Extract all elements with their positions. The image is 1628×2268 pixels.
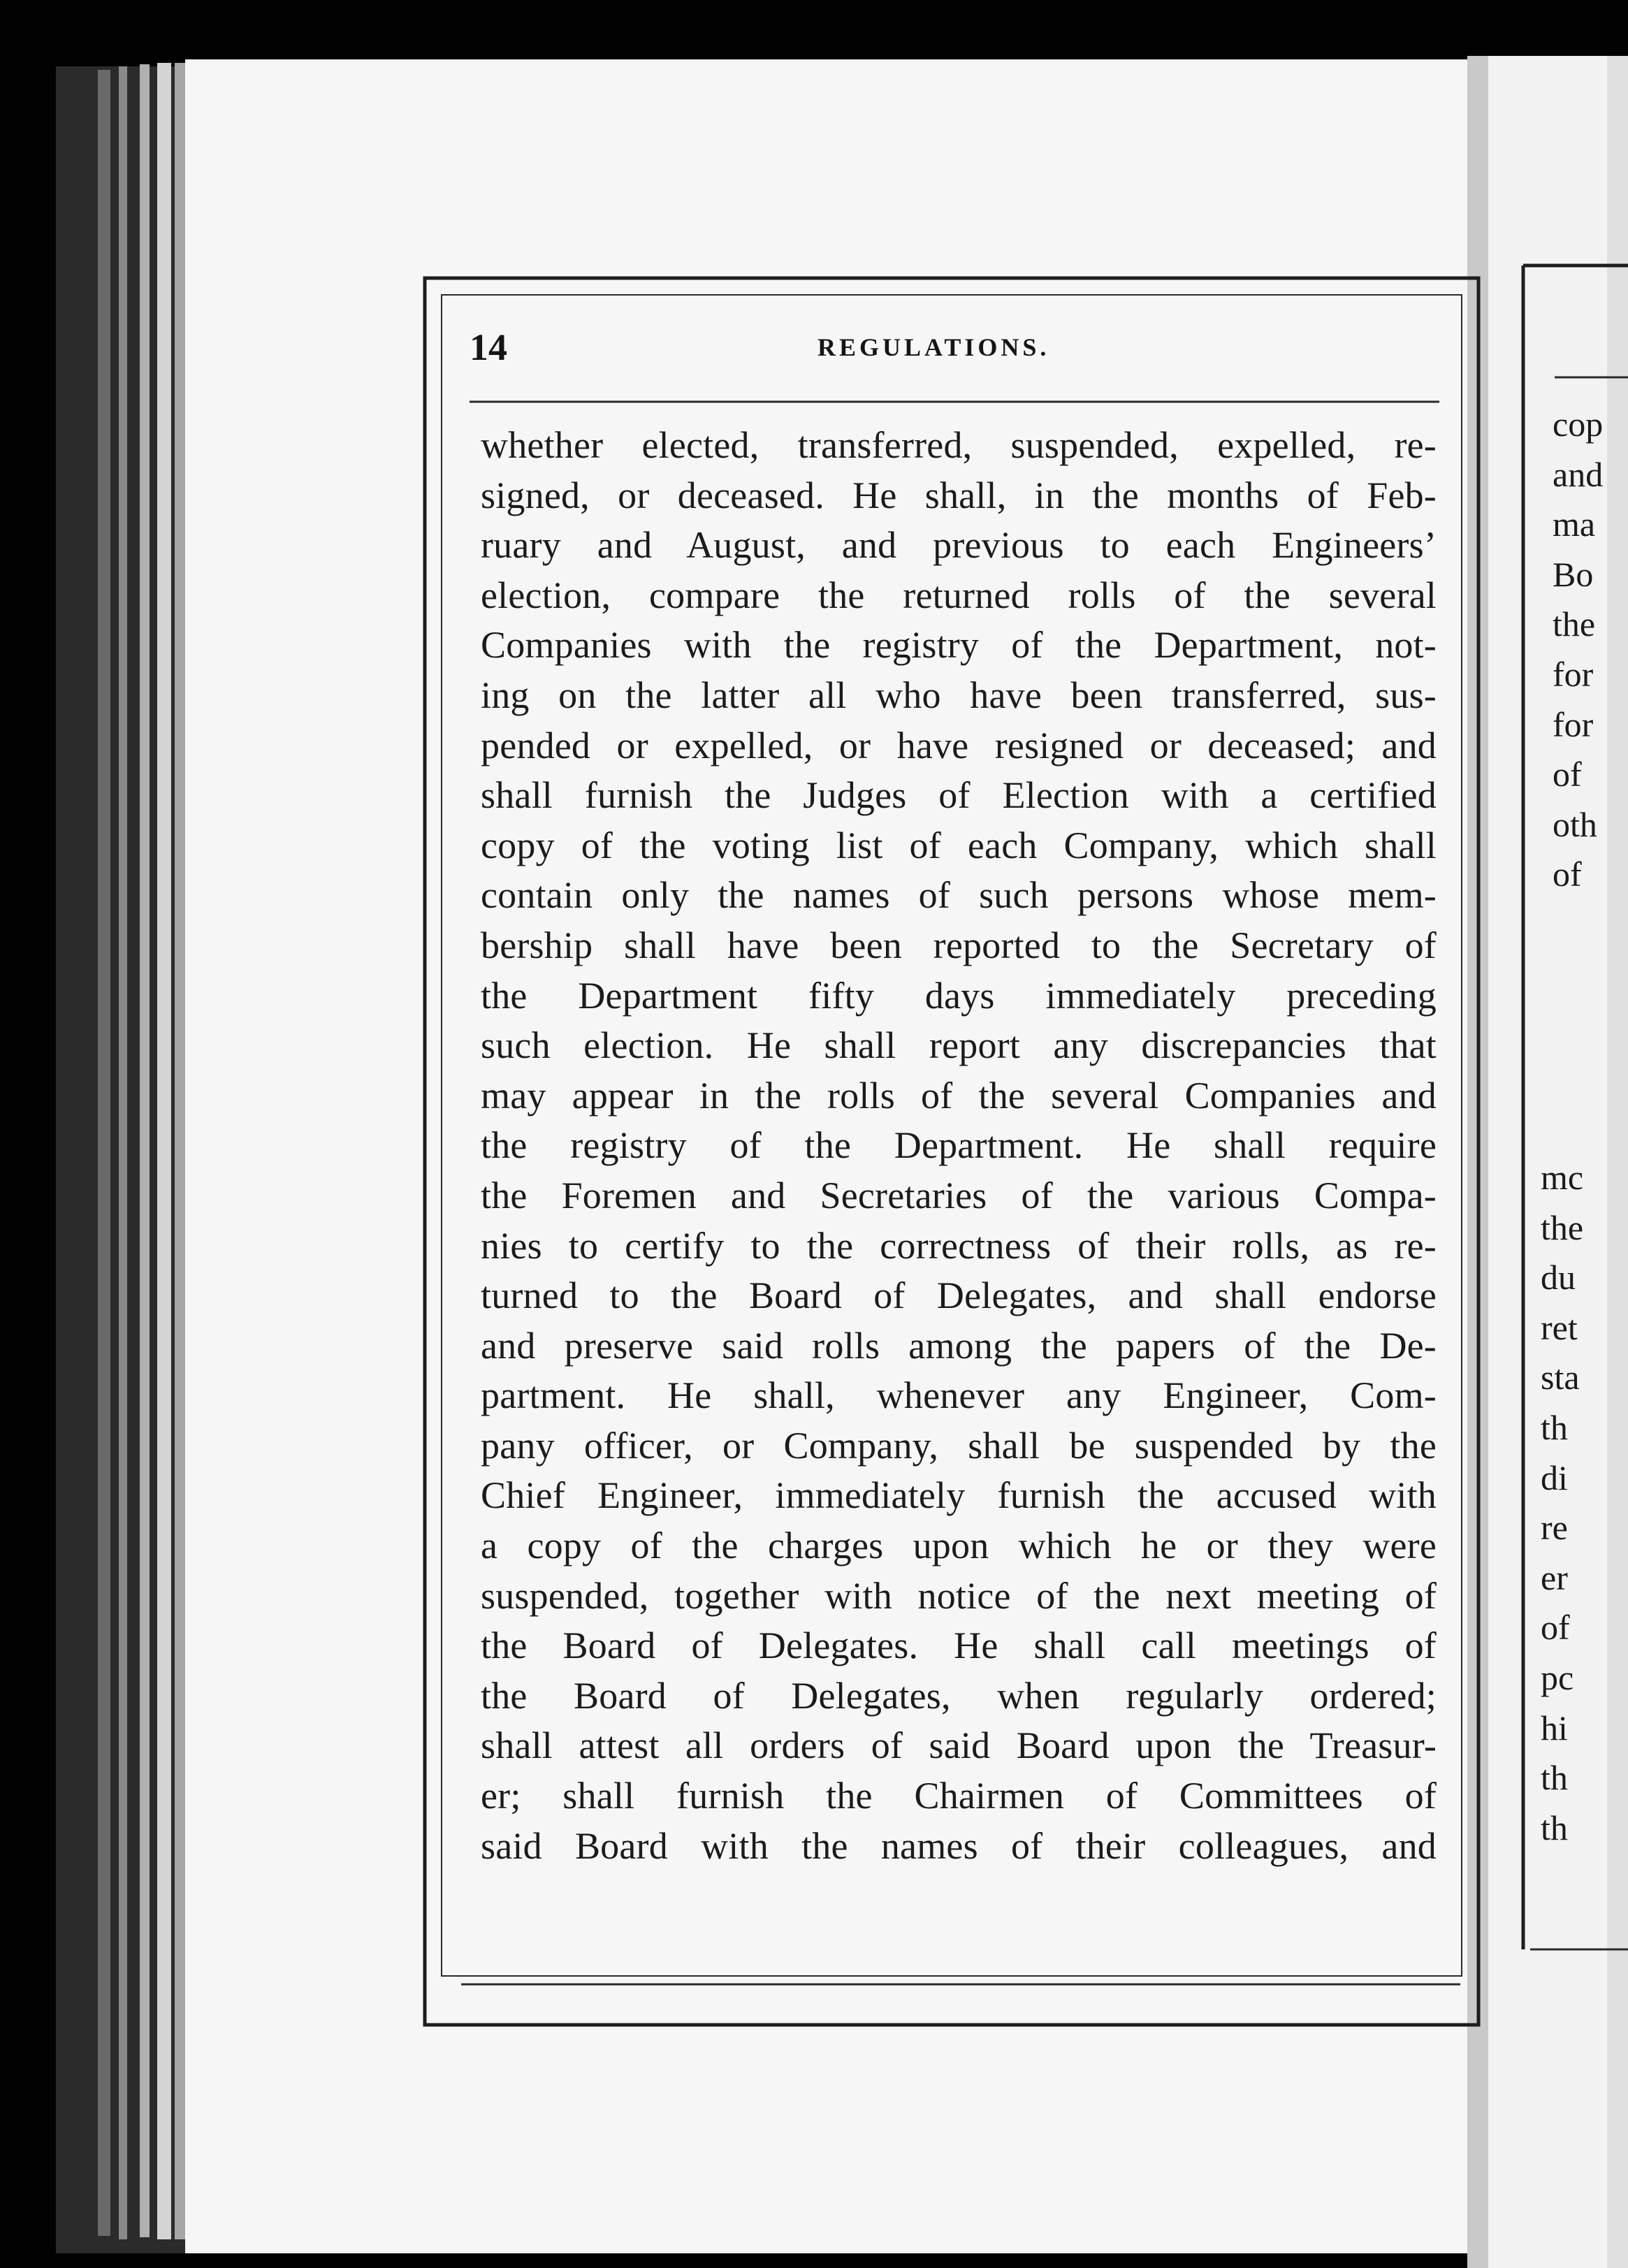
facing-page-fragment: ret bbox=[1541, 1307, 1578, 1347]
text-line: signed, or deceased. He shall, in the months of Feb- bbox=[481, 474, 1437, 516]
text-line: er; shall furnish the Chairmen of Committees of bbox=[481, 1775, 1437, 1817]
text-line: shall furnish the Judges of Election with a certified bbox=[481, 774, 1437, 817]
text-line: the Board of Delegates, when regularly ordered; bbox=[481, 1674, 1437, 1717]
facing-page-fragment: of bbox=[1541, 1608, 1570, 1648]
text-line: and preserve said rolls among the papers of the De- bbox=[481, 1324, 1437, 1367]
facing-page-fragment: and bbox=[1553, 454, 1604, 494]
facing-page-fragment: pc bbox=[1541, 1657, 1574, 1697]
text-line: pany officer, or Company, shall be suspended by the bbox=[481, 1424, 1437, 1467]
text-line: whether elected, transferred, suspended, expelled, re- bbox=[481, 424, 1437, 466]
facing-page-fragment: di bbox=[1541, 1458, 1568, 1497]
facing-page-fragment: the bbox=[1553, 604, 1596, 644]
facing-page-fragment: th bbox=[1541, 1407, 1568, 1447]
text-line: ruary and August, and previous to each Engineers’ bbox=[481, 524, 1437, 567]
facing-page-fragment: Bo bbox=[1553, 554, 1594, 594]
text-line: turned to the Board of Delegates, and shall endorse bbox=[481, 1274, 1437, 1317]
facing-page-fragment: oth bbox=[1553, 804, 1597, 844]
facing-page-fragment: mc bbox=[1541, 1158, 1584, 1197]
text-line: a copy of the charges upon which he or they were bbox=[481, 1525, 1437, 1567]
text-line: copy of the voting list of each Company, which shall bbox=[481, 824, 1437, 866]
facing-page-fragment: er bbox=[1541, 1557, 1568, 1597]
facing-page-fragment: hi bbox=[1541, 1708, 1568, 1747]
page-number: 14 bbox=[470, 326, 507, 368]
text-line: pended or expelled, or have resigned or deceased; and bbox=[481, 724, 1437, 766]
facing-page-fragment: of bbox=[1553, 755, 1582, 794]
text-line: the Foremen and Secretaries of the various Compa- bbox=[481, 1174, 1437, 1216]
facing-page-fragment: for bbox=[1553, 704, 1594, 744]
text-line: suspended, together with notice of the next meeting of bbox=[481, 1574, 1437, 1617]
text-line: the registry of the Department. He shall require bbox=[481, 1124, 1437, 1167]
facing-page-fragment: du bbox=[1541, 1258, 1576, 1297]
text-line: bership shall have been reported to the Secretary of bbox=[481, 924, 1437, 966]
facing-page-lower-fragments bbox=[1541, 1153, 1583, 1853]
running-head: REGULATIONS. bbox=[817, 333, 1050, 361]
facing-page-fragment: ma bbox=[1553, 504, 1596, 544]
text-line: Chief Engineer, immediately furnish the accused with bbox=[481, 1474, 1437, 1517]
text-line: ing on the latter all who have been transferred, sus- bbox=[481, 674, 1437, 716]
text-line: the Department fifty days immediately preceding bbox=[481, 974, 1437, 1017]
facing-page-fragment: re bbox=[1541, 1508, 1568, 1548]
body-text bbox=[481, 421, 1437, 1871]
text-line: Companies with the registry of the Department, not- bbox=[481, 624, 1437, 667]
text-line: said Board with the names of their colleagues, and bbox=[481, 1824, 1437, 1867]
facing-page-fragment: of bbox=[1553, 855, 1582, 894]
text-line: such election. He shall report any discrepancies that bbox=[481, 1024, 1437, 1067]
text-line: shall attest all orders of said Board upon the Treasur- bbox=[481, 1724, 1437, 1767]
text-line: partment. He shall, whenever any Engineer, Com- bbox=[481, 1374, 1437, 1417]
facing-page-fragment: for bbox=[1553, 654, 1594, 694]
facing-page-fragment: cop bbox=[1553, 405, 1604, 444]
text-line: contain only the names of such persons whose mem- bbox=[481, 874, 1437, 917]
facing-page-fragment: the bbox=[1541, 1207, 1584, 1247]
facing-page-upper-fragments bbox=[1553, 400, 1603, 900]
text-line: nies to certify to the correctness of their rolls, as re- bbox=[481, 1224, 1437, 1267]
facing-page-fragment: sta bbox=[1541, 1358, 1580, 1397]
text-line: may appear in the rolls of the several Companies and bbox=[481, 1074, 1437, 1117]
facing-page-fragment: th bbox=[1541, 1808, 1568, 1847]
text-line: the Board of Delegates. He shall call meetings of bbox=[481, 1624, 1437, 1667]
facing-page-fragment: th bbox=[1541, 1758, 1568, 1798]
text-line: election, compare the returned rolls of the several bbox=[481, 574, 1437, 616]
